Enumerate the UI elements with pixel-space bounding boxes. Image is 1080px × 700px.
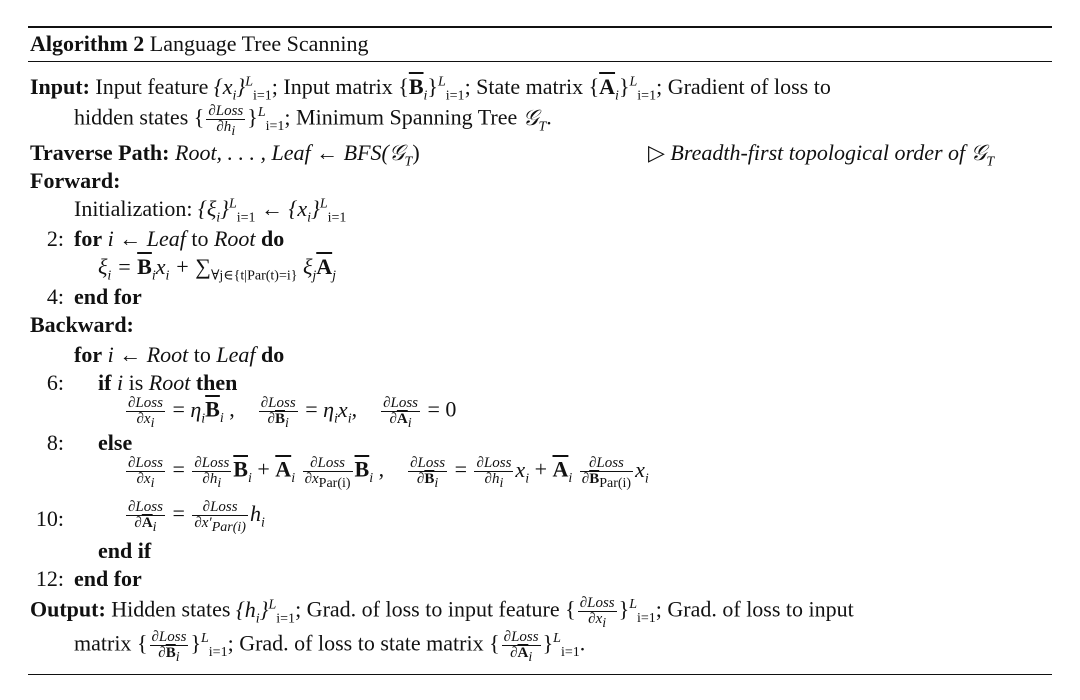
line-number: 12:	[35, 566, 64, 591]
caption-rule	[28, 61, 1052, 62]
traverse-comment-text: Breadth-first topological order of	[670, 140, 966, 165]
input-text-3: ; State matrix	[464, 74, 584, 99]
end-if-keyword: end if	[98, 538, 152, 563]
frac-dloss-dA: $\frac{\text{∂Loss}}{\partial\overline{A}_i}$	[128, 499, 163, 535]
for-keyword: for	[74, 342, 103, 367]
output-text-2: ; Grad. of loss to input feature	[295, 596, 560, 622]
output-text-5: ; Grad. of loss to state matrix	[227, 630, 484, 656]
is-text: is	[128, 370, 144, 395]
frac-dloss-dA: $\frac{\text{∂Loss}}{\partial\overline{A}_i}$	[383, 395, 419, 431]
init-text: Initialization:	[74, 196, 193, 221]
if-line	[98, 370, 237, 396]
algorithm-caption	[30, 31, 369, 57]
forward-update-line	[98, 254, 337, 284]
traverse-comment	[648, 140, 995, 170]
root-gradients-line: $\frac{\text{∂Loss}}{\partial x_i}$ = $\eta_i\overline{B}_i$ , $\frac{\text{∂Loss}}{\partial\overline{B}_i}$ = $\eta_ix_i$, $\frac{\text{∂Loss}}{\partial\overline{A}_i}$ = 0	[128, 395, 457, 431]
top-rule	[28, 26, 1052, 28]
line-number: 10:	[35, 506, 64, 531]
input-keyword: Input:	[30, 74, 90, 99]
math-leaf: Leaf	[216, 342, 256, 367]
frac-dloss-dA: $\frac{\text{∂Loss}}{\partial\overline{A}_i}$	[503, 629, 539, 665]
if-keyword: if	[98, 370, 112, 395]
to-text: to	[191, 226, 209, 251]
input-line-1	[30, 74, 831, 104]
math-input-matrix: $\{\overline{B}_i\}^L_{i=1}$	[398, 74, 465, 104]
else-line	[98, 430, 132, 456]
frac-dloss-dh: $\frac{\text{∂Loss}}{\partial h_i}$	[208, 103, 244, 139]
then-keyword: then	[195, 370, 238, 395]
math-gt-2: 𝒢$_T$	[970, 140, 995, 170]
output-text-1: Hidden states	[111, 596, 231, 622]
dA-line: $\frac{\text{∂Loss}}{\partial\overline{A}_i}$ = $\frac{\text{∂Loss}}{\partial x'_{Par(i)}}$ $h_i$	[128, 499, 265, 535]
frac-dloss-dx: $\frac{\text{∂Loss}}{\partial x_i}$	[128, 455, 163, 491]
math-i: i	[116, 370, 124, 395]
math-state-matrix: $\{\overline{A}_i\}^L_{i=1}$	[588, 74, 657, 104]
line-number: 8:	[46, 430, 64, 455]
forward-heading	[30, 168, 120, 194]
traverse-expression: Root, . . . , Leaf ← BFS(	[175, 140, 389, 165]
math-xi-update: $\xi_i = \overline{B}_ix_i + \sum_{\forall j\in\{t|Par(t)=i\}}$ $\xi_j\overline{A}_j$	[98, 254, 337, 284]
bottom-rule	[28, 674, 1052, 675]
frac-dloss-dx: $\frac{\text{∂Loss}}{\partial x_i}$	[579, 595, 615, 631]
frac-dloss-dx: $\frac{\text{∂Loss}}{\partial x_i}$	[128, 395, 163, 431]
output-text-4: matrix	[74, 630, 132, 656]
line-number: 4:	[46, 284, 64, 309]
algorithm-title: Language Tree Scanning	[149, 31, 369, 56]
traverse-line: Traverse Path: Root, . . . , Leaf ← BFS(𝒢$_T$)	[30, 140, 420, 170]
line-number: 6:	[46, 370, 64, 395]
input-text-5: hidden states	[74, 104, 189, 130]
traverse-keyword: Traverse Path:	[30, 140, 170, 165]
output-line-2: matrix { $\frac{\text{∂Loss}}{\partial\overline{B}_i}$ }$^L_{i=1}$; Grad. of loss to state matrix { $\frac{\text{∂Loss}}{\partial\overline{A}_i}$ }$^L_{i=1}$.	[74, 629, 586, 665]
frac-dloss-dh: $\frac{\text{∂Loss}}{\partial h_i}$	[476, 455, 512, 491]
forward-keyword: Forward:	[30, 168, 121, 193]
frac-dloss-dB: $\frac{\text{∂Loss}}{\partial\overline{B}_i}$	[151, 629, 187, 665]
output-keyword: Output:	[30, 596, 106, 622]
backward-end-for	[74, 566, 142, 592]
frac-dloss-dh: $\frac{\text{∂Loss}}{\partial h_i}$	[194, 455, 230, 491]
output-text-3: ; Grad. of loss to input	[655, 596, 854, 622]
backward-keyword: Backward:	[30, 312, 134, 337]
forward-for-line	[74, 226, 284, 252]
backward-heading	[30, 312, 134, 338]
input-line-2: hidden states { $\frac{\text{∂Loss}}{\partial h_i}$ }$^L_{i=1}$; Minimum Spanning Tree 𝒢$_T$.	[74, 103, 552, 139]
line-number: 2:	[46, 226, 64, 251]
output-line-1: Output: Hidden states $\{h_i\}^L_{i=1}$; Grad. of loss to input feature { $\frac{\text{∂Loss}}{\partial x_i}$ }$^L_{i=1}$; Grad. of loss to input	[30, 595, 854, 631]
for-keyword: for	[74, 226, 103, 251]
comment-triangle-icon: ▷	[648, 140, 665, 165]
frac-dloss-dBpar: $\frac{\text{∂Loss}}{\partial\overline{B}_{Par(i)}}$	[581, 455, 632, 491]
else-gradients-line: $\frac{\text{∂Loss}}{\partial x_i}$ = $\frac{\text{∂Loss}}{\partial h_i}$ $\overline{B}_i + \overline{A}_i$ $\frac{\text{∂Loss}}{\partial x_{Par(i)}}$ $\overline{B}_i$ , $\frac{\text{∂Loss}}{\partial\overline{B}_i}$ = $\frac{\text{∂Loss}}{\partial h_i}$ $x_i + \overline{A}_i$ $\frac{\text{∂Loss}}{\partial\overline{B}_{Par(i)}}$ $x_i$	[128, 455, 649, 491]
backward-for-line	[74, 342, 284, 368]
forward-end-for	[74, 284, 142, 310]
math-init: $\{\xi_i\}^L_{i=1}$ ← $\{x_i\}^L_{i=1}$	[198, 196, 347, 226]
input-text-6: ; Minimum Spanning Tree	[284, 104, 518, 130]
math-gt: 𝒢$_T$	[388, 140, 413, 170]
math-root: Root	[213, 226, 256, 251]
math-mst: 𝒢$_T$	[522, 104, 547, 134]
do-keyword: do	[261, 226, 285, 251]
algorithm-label: Algorithm 2	[30, 31, 145, 56]
math-i-root: i ← Root	[107, 342, 189, 367]
else-keyword: else	[98, 430, 133, 455]
init-line	[74, 196, 347, 226]
frac-dloss-dB: $\frac{\text{∂Loss}}{\partial\overline{B}_i}$	[410, 455, 446, 491]
end-if-line	[98, 538, 151, 564]
to-text: to	[193, 342, 211, 367]
input-text-1: Input feature	[95, 74, 209, 99]
input-text-4: ; Gradient of loss to	[656, 74, 831, 99]
frac-dloss-dB: $\frac{\text{∂Loss}}{\partial\overline{B}_i}$	[260, 395, 296, 431]
frac-dloss-dxpar: $\frac{\text{∂Loss}}{\partial x_{Par(i)}}$	[304, 455, 351, 491]
math-root-2: Root	[148, 370, 191, 395]
frac-dloss-dxprime: $\frac{\text{∂Loss}}{\partial x'_{Par(i)}}$	[194, 499, 246, 535]
do-keyword: do	[261, 342, 285, 367]
math-hidden-states: $\{h_i\}^L_{i=1}$	[235, 596, 296, 626]
math-input-feature: $\{x_i\}^L_{i=1}$	[213, 74, 272, 104]
end-for-keyword: end for	[74, 284, 142, 309]
math-i-leaf: i ← Leaf	[107, 226, 186, 251]
input-text-2: ; Input matrix	[271, 74, 393, 99]
end-for-keyword: end for	[74, 566, 142, 591]
